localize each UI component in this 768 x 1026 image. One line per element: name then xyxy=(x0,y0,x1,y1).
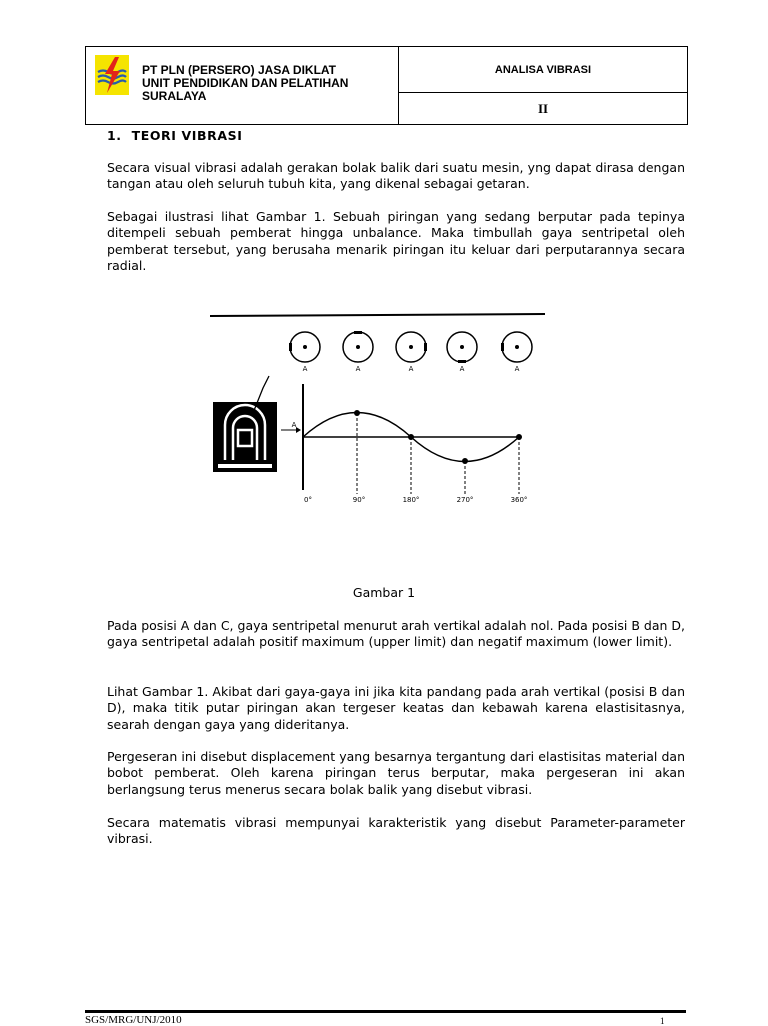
rotating-disc-360deg xyxy=(501,332,532,362)
rotating-disc-180deg xyxy=(396,332,427,362)
angle-label-180: 180° xyxy=(402,496,420,504)
paragraph-4: Lihat Gambar 1. Akibat dari gaya-gaya ini jika kita pandang pada arah vertikal (posisi B dan D), maka titik putar piringan akan tergeser keatas dan kebawah karena elastisitasnya, searah dengan gaya yang dideritanya. xyxy=(107,684,685,732)
angle-label-90: 90° xyxy=(352,496,366,504)
angle-label-270: 270° xyxy=(456,496,474,504)
paragraph-6: Secara matematis vibrasi mempunyai karakteristik yang disebut Parameter-parameter vibrasi. xyxy=(107,815,685,847)
footer-document-code: SGS/MRG/UNJ/2010 xyxy=(85,1014,182,1026)
org-name-line-3: SURALAYA xyxy=(142,89,207,103)
document-header xyxy=(85,46,688,125)
disc-label-1: A xyxy=(302,365,308,373)
section-number: 1. xyxy=(107,128,122,143)
chapter-number: II xyxy=(537,100,549,116)
disc-label-2: A xyxy=(355,365,361,373)
amplitude-label: A xyxy=(291,421,297,429)
rotor-housing-illustration xyxy=(213,376,277,472)
end-point-360 xyxy=(516,434,522,440)
rotating-disc-270deg xyxy=(447,332,477,363)
organization-cell xyxy=(86,47,399,124)
figure-caption: Gambar 1 xyxy=(352,585,416,600)
document-title: ANALISA VIBRASI xyxy=(399,47,687,93)
org-name-line-2: UNIT PENDIDIKAN DAN PELATIHAN xyxy=(142,76,349,90)
rotating-disc-90deg xyxy=(343,331,373,362)
disc-label-3: A xyxy=(408,365,414,373)
pln-logo-icon xyxy=(95,55,129,95)
rotating-disc-0deg xyxy=(289,332,320,362)
paragraph-1: Secara visual vibrasi adalah gerakan bolak balik dari suatu mesin, yng dapat dirasa dengan tangan atau oleh seluruh tubuh kita, yang dikenal sebagai getaran. xyxy=(107,160,685,192)
vibration-figure xyxy=(205,310,550,510)
peak-point xyxy=(354,410,360,416)
paragraph-3: Pada posisi A dan C, gaya sentripetal menurut arah vertikal adalah nol. Pada posisi B dan D, gaya sentripetal adalah positif maximum (upper limit) dan negatif maximum (lower limit). xyxy=(107,618,685,650)
section-title: TEORI VIBRASI xyxy=(131,128,243,143)
section-heading xyxy=(107,128,243,143)
angle-label-0: 0° xyxy=(304,496,312,504)
org-name-line-1: PT PLN (PERSERO) JASA DIKLAT xyxy=(142,63,337,77)
angle-label-360: 360° xyxy=(510,496,528,504)
footer-divider xyxy=(85,1010,686,1013)
paragraph-5: Pergeseran ini disebut displacement yang besarnya tergantung dari elastisitas material dan bobot pemberat. Oleh karena piringan terus berputar, maka pergeseran ini akan berlangsung terus menerus secara bolak balik yang disebut vibrasi. xyxy=(107,749,685,797)
disc-label-4: A xyxy=(459,365,465,373)
crossing-point-180 xyxy=(408,434,414,440)
trough-point xyxy=(462,458,468,464)
disc-label-5: A xyxy=(514,365,520,373)
paragraph-2: Sebagai ilustrasi lihat Gambar 1. Sebuah piringan yang sedang berputar pada tepinya ditempeli sebuah pemberat hingga unbalance. Maka timbullah gaya sentripetal oleh pemberat tersebut, yang berusaha menarik piringan itu keluar dari perputarannya secara radial. xyxy=(107,209,685,274)
page-number: 1 xyxy=(660,1016,665,1026)
